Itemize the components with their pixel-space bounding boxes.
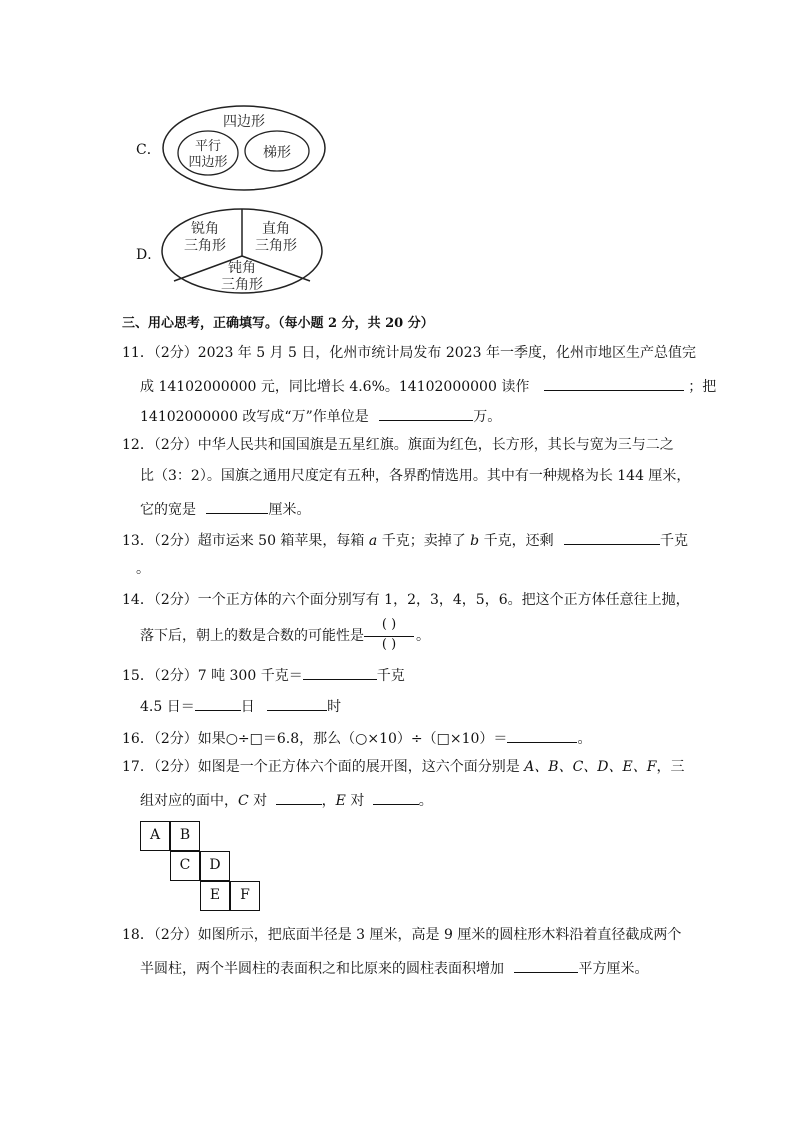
right-text-2: 三角形	[255, 238, 297, 254]
quadrilateral-inner-text: 四边形	[188, 155, 228, 170]
q15-day-blank[interactable]	[195, 694, 241, 711]
quadrilateral-text: 四边形	[223, 114, 265, 130]
q13-line-2: 。	[136, 561, 150, 577]
q18-area-blank[interactable]	[514, 956, 578, 973]
option-c-label: C．	[136, 142, 161, 158]
q11-line-3: 14102000000 改写成“万”作单位是 万。	[140, 404, 501, 427]
q14-line-2a: 落下后，朝上的数是合数的可能性是	[140, 628, 364, 644]
option-c-diagram	[160, 103, 328, 193]
q12-width-blank[interactable]	[206, 497, 268, 514]
obtuse-text-1: 钝角	[228, 260, 256, 276]
net-cell-e: E	[200, 881, 230, 911]
right-text-1: 直角	[262, 221, 290, 237]
option-d-diagram	[160, 206, 326, 296]
q14-line-2b: 。	[416, 628, 430, 644]
q13-line-1: 13．（2分）超市运来 50 箱苹果，每箱 a 千克；卖掉了 b 千克，还剩 千克	[122, 528, 688, 551]
q15-hour-blank[interactable]	[267, 694, 327, 711]
q11-line-2: 成 14102000000 元，同比增长 4.6%。14102000000 读作 ；把	[140, 374, 716, 397]
q11-wan-blank[interactable]	[379, 404, 473, 421]
q14-line-1: 14．（2分）一个正方体的六个面分别写有 1，2，3，4，5，6。把这个正方体任意往上抛，	[122, 592, 690, 608]
q12-line-2: 比（3：2）。国旗之通用尺度定有五种，各界酌情选用。其中有一种规格为长 144 厘米，	[140, 468, 691, 484]
q15-line-1: 15．（2分）7 吨 300 千克＝ 千克	[122, 663, 405, 686]
q14-fraction-denominator[interactable]: ( )	[381, 637, 397, 652]
section-3-heading: 三、用心思考，正确填写。（每小题 2 分，共 20 分）	[122, 316, 434, 331]
net-cell-b: B	[170, 821, 200, 851]
q15-kg-blank[interactable]	[303, 663, 377, 680]
net-cell-d: D	[200, 851, 230, 881]
q16-line-1: 16．（2分）如果○÷□＝6.8，那么（○×10）÷（□×10）＝ 。	[122, 726, 591, 749]
q12-line-3: 它的宽是 厘米。	[140, 497, 310, 520]
q14-fraction-numerator[interactable]: ( )	[381, 617, 397, 632]
q18-line-1: 18．（2分）如图所示，把底面半径是 3 厘米，高是 9 厘米的圆柱形木料沿着直径截成两个	[122, 927, 682, 943]
net-cell-c: C	[170, 851, 200, 881]
q13-remaining-blank[interactable]	[564, 528, 660, 545]
q16-answer-blank[interactable]	[507, 726, 577, 743]
parallel-text: 平行	[194, 139, 222, 154]
q11-line-1: 11．（2分）2023 年 5 月 5 日，化州市统计局发布 2023 年一季度，化州市地区生产总值完	[122, 345, 696, 361]
q18-line-2: 半圆柱，两个半圆柱的表面积之和比原来的圆柱表面积增加 平方厘米。	[140, 956, 648, 979]
acute-text-2: 三角形	[184, 238, 226, 254]
q17-c-opposite-blank[interactable]	[276, 788, 322, 805]
obtuse-text-2: 三角形	[221, 277, 263, 293]
q17-line-1: 17．（2分）如图是一个正方体六个面的展开图，这六个面分别是 A、B、C、D、E、F，三	[122, 759, 685, 775]
net-cell-a: A	[140, 821, 170, 851]
net-cell-f: F	[230, 881, 260, 911]
q17-line-2: 组对应的面中，C 对 ，E 对 。	[140, 788, 433, 811]
q15-line-2: 4.5 日＝ 日 时	[140, 694, 341, 717]
option-d-label: D．	[136, 247, 162, 263]
acute-text-1: 锐角	[191, 221, 219, 237]
q17-e-opposite-blank[interactable]	[373, 788, 419, 805]
trapezoid-text: 梯形	[263, 145, 291, 161]
q12-line-1: 12．（2分）中华人民共和国国旗是五星红旗。旗面为红色，长方形，其长与宽为三与二之	[122, 437, 674, 453]
q11-read-blank[interactable]	[544, 374, 684, 391]
